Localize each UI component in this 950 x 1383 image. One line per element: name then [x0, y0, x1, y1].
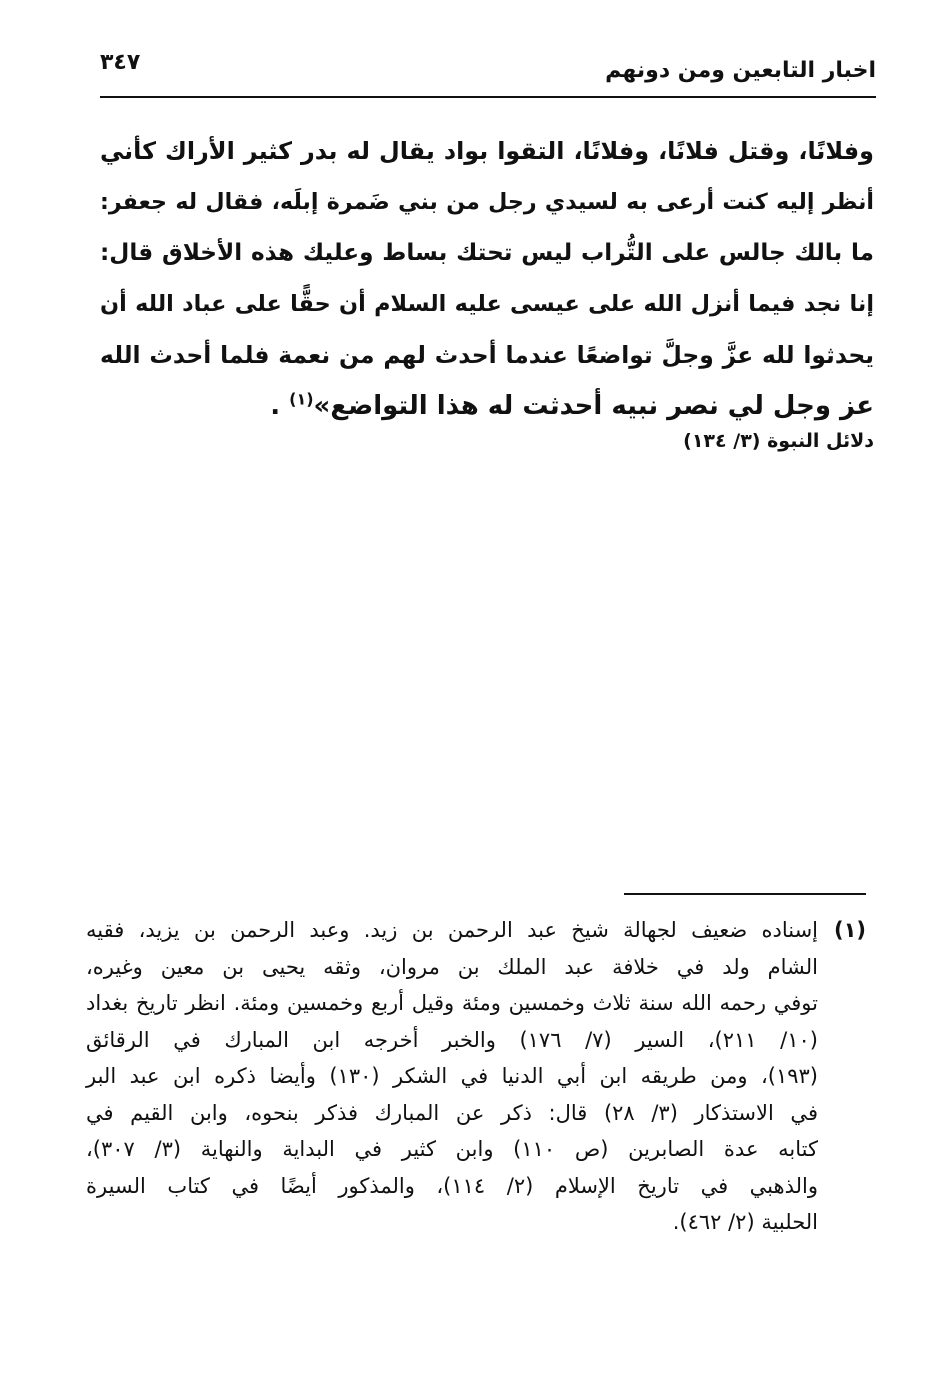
text-line: يحدثوا لله عزَّ وجلَّ تواضعًا عندما أحدث لهم من نعمة فلما أحدث الله	[100, 341, 874, 369]
page-number: ٣٤٧	[100, 50, 141, 75]
text-line: إنا نجد فيما أنزل الله على عيسى عليه السلام أن حقًّا على عباد الله أن	[100, 291, 874, 317]
header-rule	[100, 96, 876, 98]
footnote-number: (١)	[833, 918, 866, 942]
main-text	[100, 126, 874, 432]
footnote-rule	[624, 893, 866, 895]
footnote-line: توفي رحمه الله سنة ثلاث وخمسين ومئة وقيل أربع وخمسين ومئة. انظر تاريخ بغداد	[86, 991, 818, 1015]
running-title: اخبار التابعين ومن دونهم	[605, 58, 876, 83]
text-line: ما بالك جالس على التُّراب ليس تحتك بساط وعليك هذه الأخلاق قال:	[100, 240, 874, 266]
footnote-line: (١٠/ ٢١١)، السير (٧/ ١٧٦) والخبر أخرجه ابن المبارك في الرقائق	[86, 1027, 818, 1052]
footnote	[86, 912, 866, 1241]
footnote-line-last: الحلبية (٢/ ٤٦٢).	[672, 1210, 818, 1234]
footnote-line: الشام ولد في خلافة عبد الملك بن مروان، وثقه يحيى بن معين وغيره،	[86, 954, 818, 979]
footnote-line: كتابه عدة الصابرين (ص ١١٠) وابن كثير في البداية والنهاية (٣/ ٣٠٧)،	[86, 1137, 818, 1161]
footnote-marker: (١)	[289, 389, 314, 409]
text-line-content: عز وجل لي نصر نبيه أحدثت له هذا التواضع»	[313, 391, 874, 421]
footnote-line: في الاستذكار (٣/ ٢٨) قال: ذكر عن المبارك فذكر بنحوه، وابن القيم في	[86, 1100, 818, 1125]
page-header	[100, 44, 876, 94]
source-citation: دلائل النبوة (٣/ ١٣٤)	[683, 430, 874, 452]
text-line: وفلانًا، وقتل فلانًا، وفلانًا، التقوا بواد يقال له بدر كثير الأراك كأني	[100, 137, 874, 165]
footnote-line: إسناده ضعيف لجهالة شيخ عبد الرحمن بن زيد. وعبد الرحمن بن يزيد، فقيه	[86, 918, 818, 942]
footnote-line: (١٩٣)، ومن طريقه ابن أبي الدنيا في الشكر (١٣٠) وأيضا ذكره ابن عبد البر	[86, 1064, 818, 1088]
text-line: أنظر إليه كنت أرعى به لسيدي رجل من بني ضَمرة إبلَه، فقال له جعفر:	[100, 189, 874, 215]
footnote-text	[86, 912, 818, 1241]
text-line-last	[100, 381, 874, 432]
end-period: .	[270, 391, 281, 421]
footnote-line: والذهبي في تاريخ الإسلام (٢/ ١١٤)، والمذكور أيضًا في كتاب السيرة	[86, 1173, 818, 1198]
